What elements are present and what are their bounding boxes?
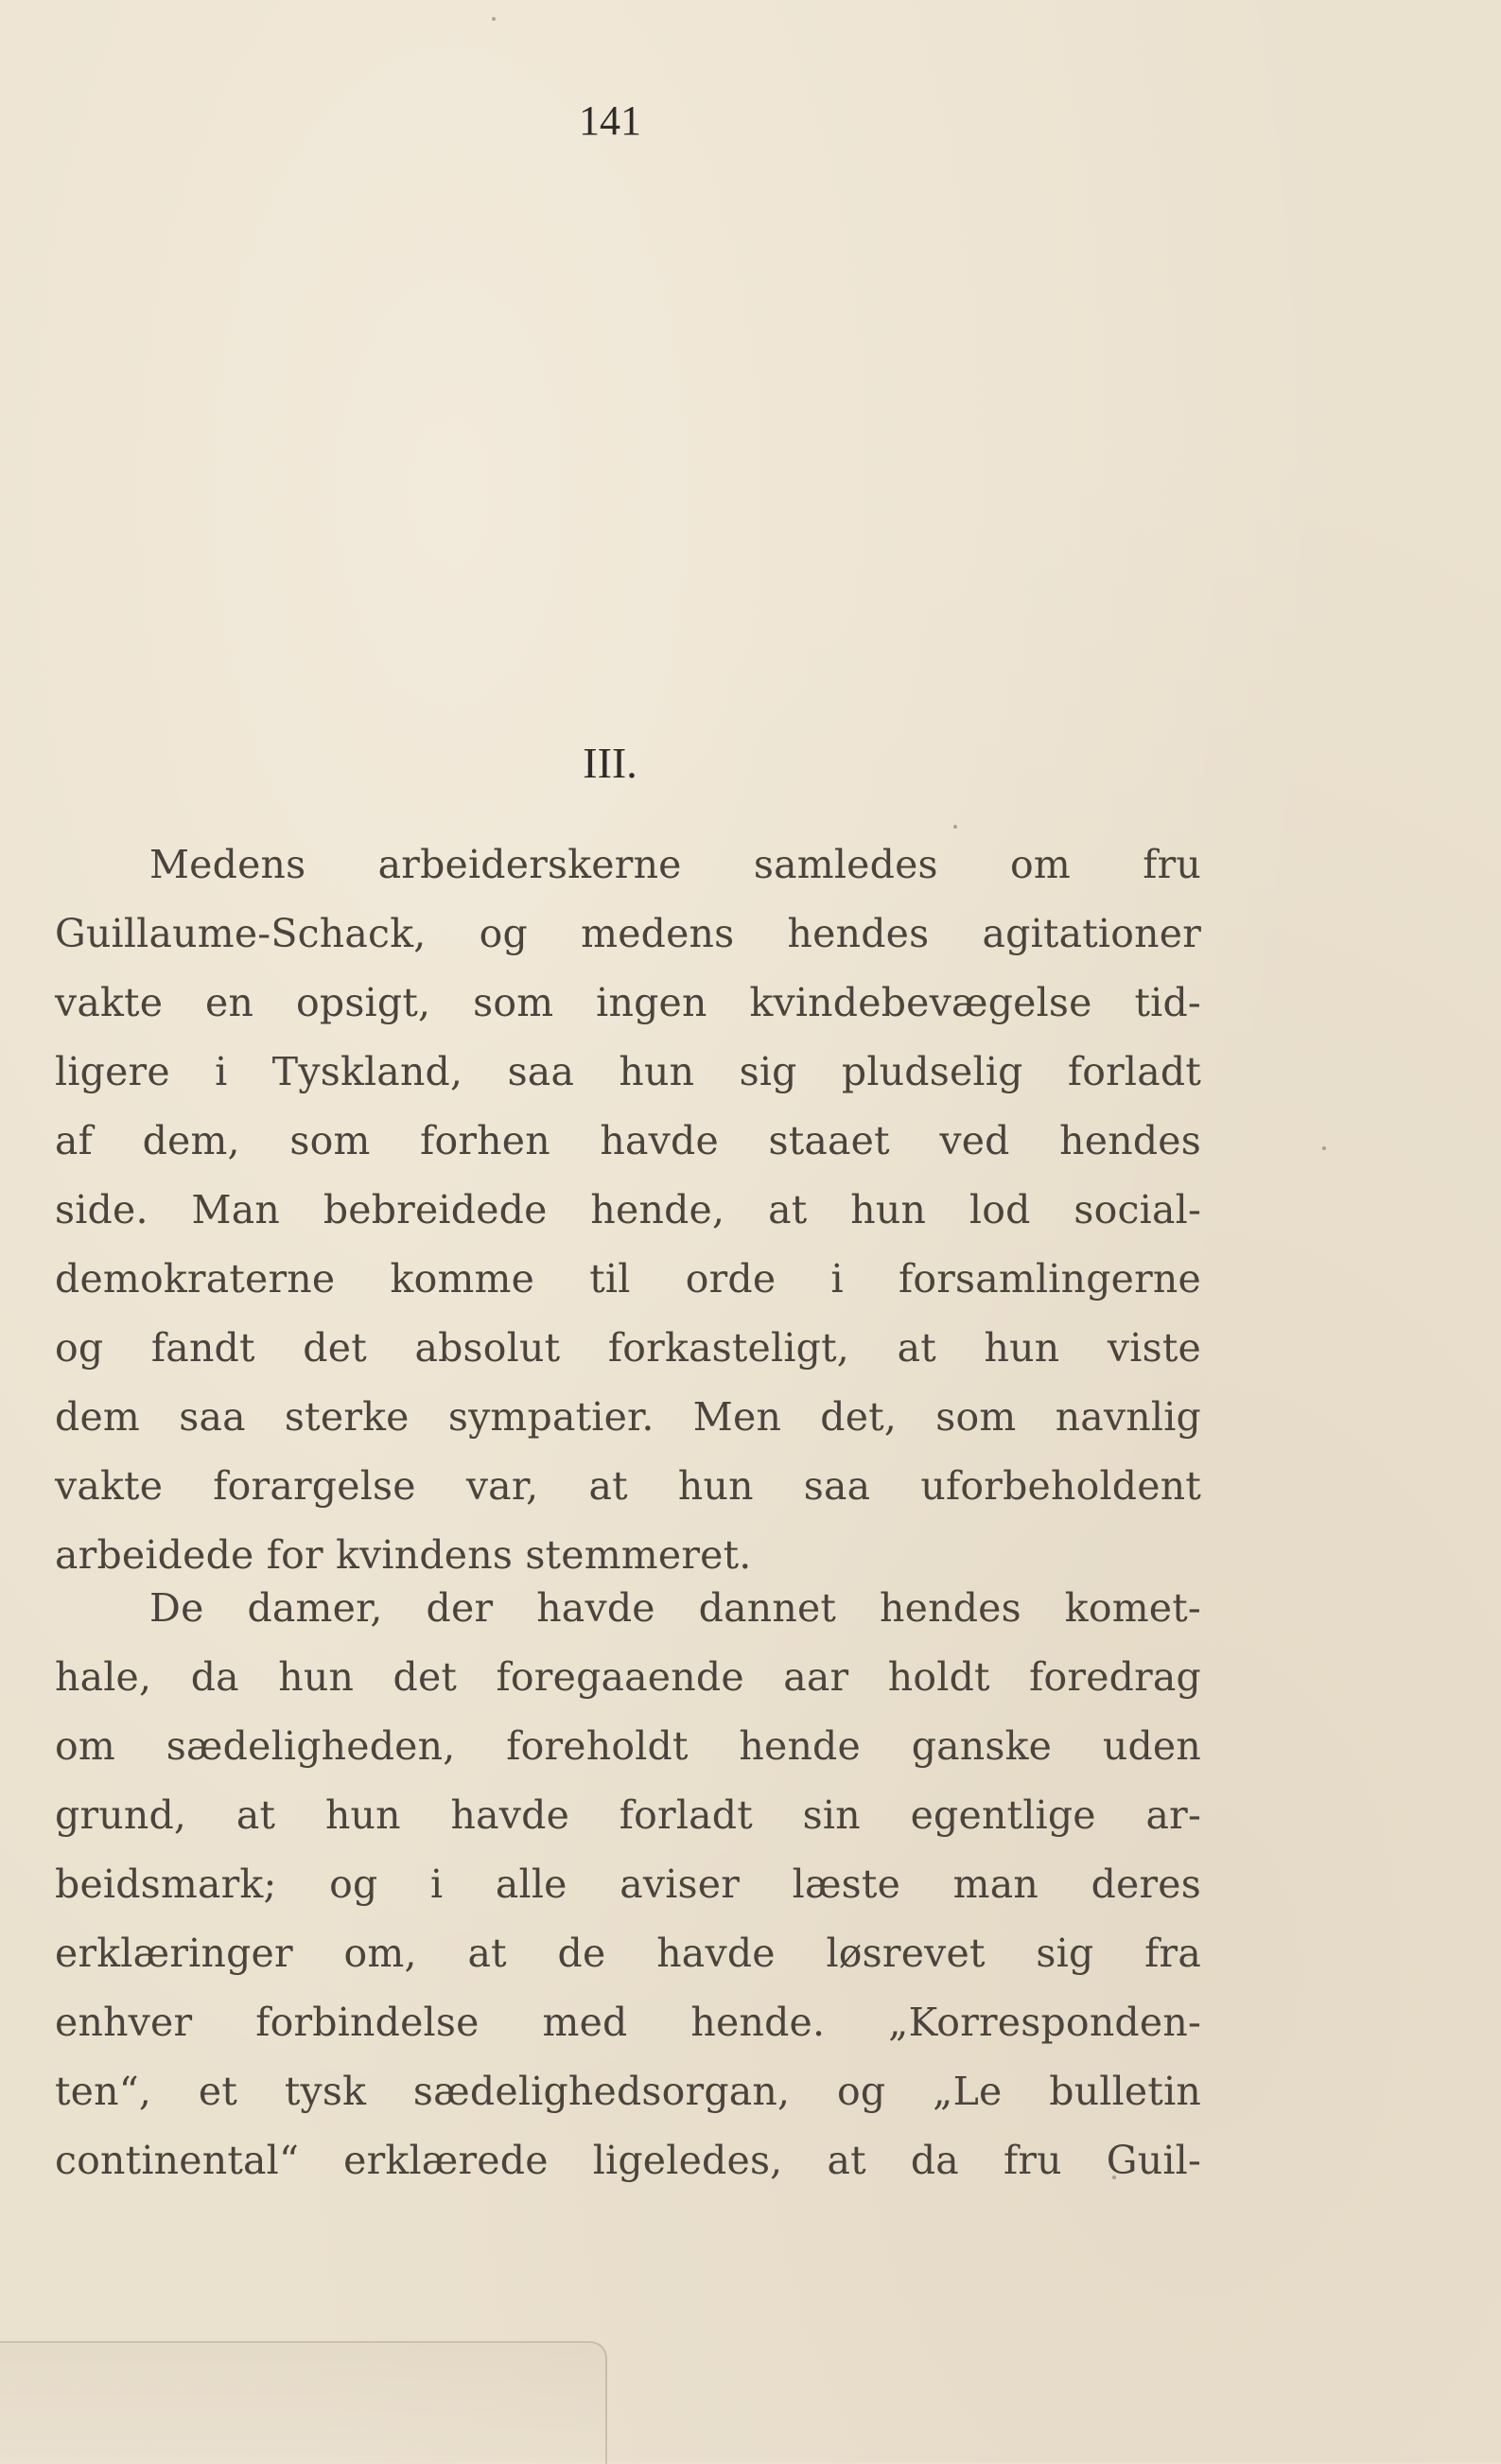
paragraph-1 (55, 830, 1201, 1590)
paragraph-2 (55, 1574, 1201, 2195)
text-line: enhver forbindelse med hende. „Korresponden- (55, 2000, 1201, 2045)
text-line: De damer, der havde dannet hendes komet- (149, 1585, 1201, 1631)
text-line: demokraterne komme til orde i forsamlingerne (55, 1256, 1201, 1302)
text-line: Guillaume-Schack, og medens hendes agitationer (55, 911, 1201, 956)
text-line: continental“ erklærede ligeledes, at da fru Guil- (55, 2138, 1201, 2183)
page-fold-edge (0, 2341, 607, 2464)
text-line: arbeidede for kvindens stemmeret. (55, 1532, 752, 1578)
text-line: erklæringer om, at de havde løsrevet sig fra (55, 1931, 1201, 1976)
text-line: vakte forargelse var, at hun saa uforbeholdent (55, 1463, 1201, 1509)
text-line: Medens arbeiderskerne samledes om fru (149, 842, 1201, 887)
text-line: hale, da hun det foregaaende aar holdt foredrag (55, 1654, 1201, 1700)
chapter-heading: III. (583, 739, 637, 787)
text-line: og fandt det absolut forkasteligt, at hun viste (55, 1325, 1201, 1371)
paper-speck (953, 825, 957, 829)
text-line: dem saa sterke sympatier. Men det, som navnlig (55, 1394, 1201, 1440)
paper-speck (492, 17, 496, 21)
page-number: 141 (579, 97, 641, 144)
text-line: vakte en opsigt, som ingen kvindebevægelse tid- (55, 980, 1201, 1025)
text-line: side. Man bebreidede hende, at hun lod social- (55, 1187, 1201, 1232)
text-line: beidsmark; og i alle aviser læste man deres (55, 1861, 1201, 1907)
paper-speck (1322, 1146, 1326, 1150)
paper-speck (1112, 2176, 1116, 2179)
text-line: af dem, som forhen havde staaet ved hendes (55, 1118, 1201, 1163)
text-line: grund, at hun havde forladt sin egentlige ar- (55, 1792, 1201, 1838)
text-line: om sædeligheden, foreholdt hende ganske uden (55, 1723, 1201, 1769)
text-line: ten“, et tysk sædelighedsorgan, og „Le bulletin (55, 2069, 1201, 2114)
text-line: ligere i Tyskland, saa hun sig pludselig forladt (55, 1049, 1201, 1094)
